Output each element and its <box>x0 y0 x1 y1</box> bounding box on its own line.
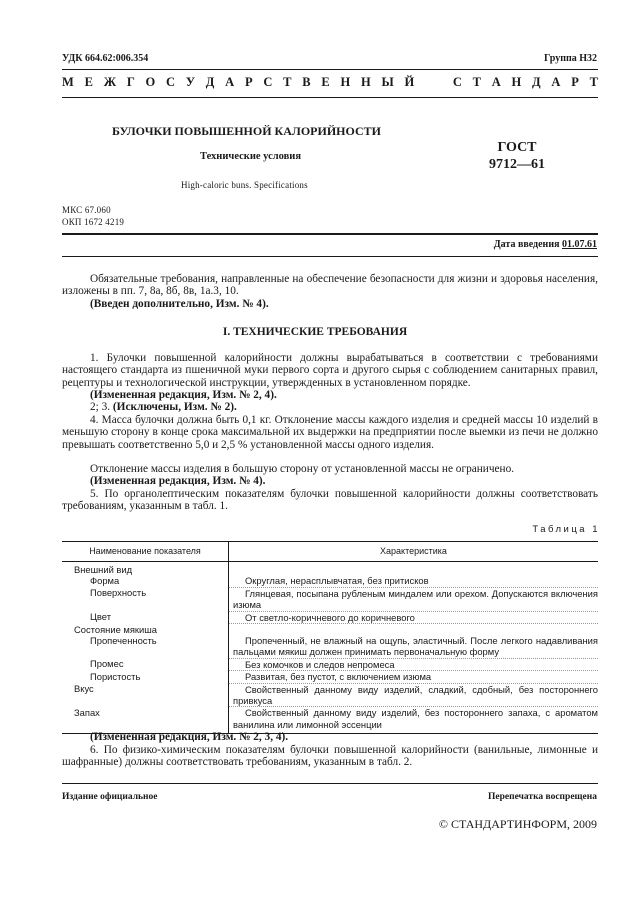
heading-letter: Т <box>589 75 598 89</box>
row-value <box>229 562 599 576</box>
table-row <box>62 671 598 683</box>
paragraph-6: 6. По физико-химическим показателям булочки повышенной калорийности (ванильные, лимонные и шафранные) должны соответствовать требованиям, указанным в табл. 2. <box>62 744 598 769</box>
mks-code: МКС 67.060 <box>62 205 111 215</box>
paragraph-2-3 <box>90 401 237 413</box>
row-value: Пропеченный, не влажный на ощупь, эластичный. После легкого надавливания пальцами мякиш должен принимать первоначальную форму <box>229 635 599 658</box>
heading-letter: Ж <box>103 75 117 89</box>
paragraph-4-note: (Измененная редакция, Изм. № 4). <box>90 475 266 487</box>
heading-letter <box>425 75 428 90</box>
table-row <box>62 575 598 587</box>
gost-number: 9712—61 <box>489 157 545 172</box>
heading-letter: С <box>452 75 462 89</box>
heading-letter: М <box>62 75 74 89</box>
paragraph-4-extra: Отклонение массы изделия в большую сторону от установленной массы не ограничено. <box>90 463 515 475</box>
row-name: Внешний вид <box>62 562 229 576</box>
heading-letter: Р <box>571 75 579 89</box>
table-row <box>62 624 598 635</box>
paragraph-2-3-number: 2; 3. <box>90 401 111 413</box>
row-name: Запах <box>62 707 229 734</box>
standard-type-heading <box>62 75 598 90</box>
reprint-notice: Перепечатка воспрещена <box>487 792 597 802</box>
row-value: Округлая, нерасплывчатая, без притисков <box>229 575 599 587</box>
document-subtitle: Технические условия <box>200 151 302 162</box>
row-name: Промес <box>62 658 229 670</box>
heading-letter: Ы <box>381 75 394 89</box>
group-code: Группа Н32 <box>544 53 597 64</box>
heading-letter: А <box>225 75 235 89</box>
row-name: Цвет <box>62 611 229 623</box>
row-value: Свойственный данному виду изделий, без постороннего запаха, с ароматом ванилина или лимонной эссенции <box>229 707 599 734</box>
heading-letter <box>439 75 442 90</box>
gost-block <box>477 139 557 173</box>
copyright: © СТАНДАРТИНФОРМ, 2009 <box>438 817 597 831</box>
header-rule-bottom <box>62 97 598 98</box>
heading-letter: С <box>166 75 176 89</box>
heading-letter: Н <box>340 75 351 89</box>
heading-letter: С <box>263 75 273 89</box>
table-row <box>62 683 598 707</box>
heading-letter: Н <box>361 75 371 89</box>
row-name: Пропеченность <box>62 635 229 658</box>
heading-letter: А <box>551 75 561 89</box>
heading-letter: О <box>145 75 156 89</box>
udk-code: УДК 664.62:006.354 <box>62 53 149 64</box>
heading-letter: Р <box>244 75 253 89</box>
introduction-date-value: 01.07.61 <box>562 239 597 250</box>
row-value: Без комочков и следов непромеса <box>229 658 599 670</box>
table-header-indicator: Наименование показателя <box>62 542 229 562</box>
heading-letter: А <box>491 75 501 89</box>
intro-note: (Введен дополнительно, Изм. № 4). <box>90 298 269 310</box>
heading-letter: Е <box>321 75 330 89</box>
table-caption: Таблица 1 <box>532 524 600 535</box>
row-name: Вкус <box>62 683 229 707</box>
paragraph-4: 4. Масса булочки должна быть 0,1 кг. Отклонение массы каждого изделия и средней массы 10 изделий в меньшую сторону в конце срока максимальной их выдержки на предприятии после выемки из печи не должно превышать соответственно 5,0 и 2,5 % установленной массы одного изделия. <box>62 414 598 451</box>
row-value: Свойственный данному виду изделий, сладкий, сдобный, без постороннего привкуса <box>229 683 599 707</box>
document-title: БУЛОЧКИ ПОВЫШЕННОЙ КАЛОРИЙНОСТИ <box>112 124 381 138</box>
row-name: Пористость <box>62 671 229 683</box>
title-rule <box>62 233 598 235</box>
paragraph-1-note: (Измененная редакция, Изм. № 2, 4). <box>90 389 277 401</box>
table-row <box>62 562 598 576</box>
english-title: High-caloric buns. Specifications <box>181 180 308 190</box>
paragraph-5: 5. По органолептическим показателям булочки повышенной калорийности должны соответствовать требованиям, указанным в табл. 1. <box>62 488 598 513</box>
table-header-characteristic: Характеристика <box>229 542 599 562</box>
heading-letter: Г <box>126 75 135 89</box>
row-value: Глянцевая, посыпана рубленым миндалем или орехом. Допускаются включения изюма <box>229 587 599 611</box>
row-value: От светло-коричневого до коричневого <box>229 611 599 623</box>
heading-letter: Й <box>404 75 415 89</box>
heading-letter: Д <box>532 75 541 89</box>
row-value: Развитая, без пустот, с включением изюма <box>229 671 599 683</box>
row-value <box>229 624 599 635</box>
section-heading: I. ТЕХНИЧЕСКИЕ ТРЕБОВАНИЯ <box>222 326 408 338</box>
row-name: Состояние мякиша <box>62 624 229 635</box>
footer-rule <box>62 783 598 784</box>
paragraph-2-3-note: (Исключены, Изм. № 2). <box>112 401 237 413</box>
table-row <box>62 658 598 670</box>
heading-letter: Е <box>84 75 93 89</box>
heading-letter: У <box>185 75 196 89</box>
intro-text: Обязательные требования, направленные на обеспечение безопасности для жизни и здоровья населения, изложены в пп. 7, 8а, 8б, 8в, 1а.3, 10. <box>62 273 598 298</box>
table-row <box>62 707 598 734</box>
header-rule <box>62 69 598 70</box>
gost-label: ГОСТ <box>497 140 537 155</box>
heading-letter: Т <box>283 75 292 89</box>
table-row <box>62 587 598 611</box>
row-name: Форма <box>62 575 229 587</box>
row-name: Поверхность <box>62 587 229 611</box>
paragraph-1: 1. Булочки повышенной калорийности должны вырабатываться в соответствии с требованиями настоящего стандарта из пшеничной муки первого сорта и другого сырья с соблюдением санитарных правил, рецептуры и технологической инструкции, утвержденных в установленном порядке. <box>62 352 598 389</box>
heading-letter: Н <box>511 75 522 89</box>
heading-letter: Д <box>205 75 215 89</box>
table-row <box>62 635 598 658</box>
organoleptic-table <box>62 541 598 734</box>
table-note: (Измененная редакция, Изм. № 2, 3, 4). <box>90 731 289 743</box>
table-header-row <box>62 542 598 562</box>
date-rule <box>62 256 598 257</box>
edition-label: Издание официальное <box>62 792 158 802</box>
table-row <box>62 611 598 623</box>
heading-letter: Т <box>472 75 481 89</box>
introduction-date <box>494 239 597 250</box>
heading-letter: В <box>302 75 311 89</box>
introduction-date-label: Дата введения <box>493 239 560 250</box>
okp-code: ОКП 1672 4219 <box>62 217 125 227</box>
